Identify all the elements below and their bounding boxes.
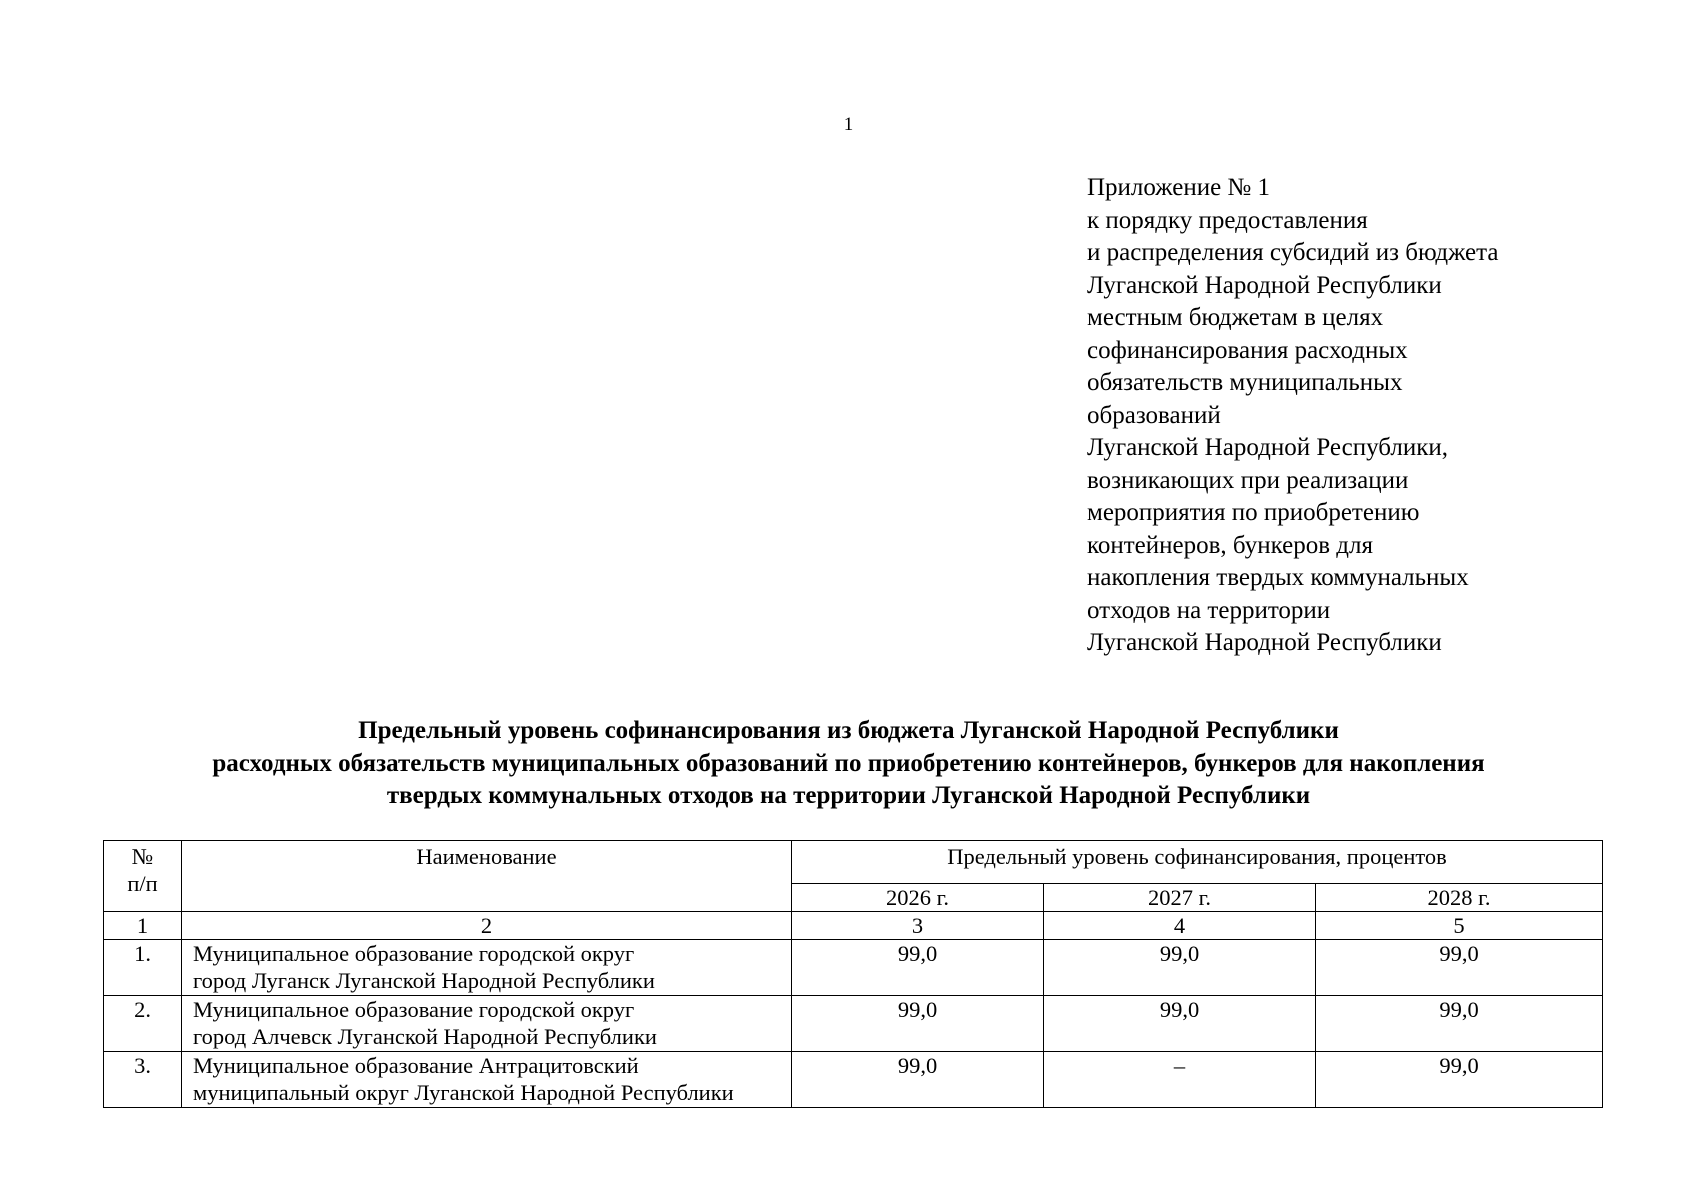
- header-num: [104, 841, 182, 912]
- row-name-line: город Алчевск Луганской Народной Республики: [193, 1024, 657, 1049]
- title-line: расходных обязательств муниципальных образований по приобретению контейнеров, бункеров для накопления: [212, 749, 1485, 777]
- row-name-line: Муниципальное образование городской округ: [193, 997, 635, 1022]
- appendix-line: и распределения субсидий из бюджета: [1087, 239, 1499, 266]
- appendix-line: отходов на территории: [1087, 596, 1331, 624]
- column-number: 3: [792, 912, 1044, 940]
- column-number: 5: [1316, 912, 1603, 940]
- row-name-line: муниципальный округ Луганской Народной Республики: [193, 1080, 734, 1105]
- row-num: 2.: [104, 996, 182, 1052]
- table-row: [104, 940, 1603, 996]
- page-number: 1: [843, 114, 854, 135]
- title-line: Предельный уровень софинансирования из бюджета Луганской Народной Республики: [358, 717, 1339, 744]
- appendix-line: образований: [1087, 401, 1221, 429]
- column-number: 4: [1044, 912, 1316, 940]
- row-num: 3.: [104, 1052, 182, 1108]
- table-header-row: [104, 841, 1603, 884]
- row-name: [182, 996, 792, 1052]
- appendix-line: накопления твердых коммунальных: [1087, 564, 1469, 591]
- appendix-line: к порядку предоставления: [1087, 206, 1368, 234]
- appendix-line: местным бюджетам в целях: [1087, 304, 1384, 331]
- appendix-line: Луганской Народной Республики: [1087, 629, 1442, 656]
- appendix-line: обязательств муниципальных: [1087, 369, 1403, 396]
- appendix-line: Луганской Народной Республики,: [1087, 434, 1448, 461]
- column-number: 1: [104, 912, 182, 940]
- header-name: Наименование: [182, 841, 792, 912]
- column-numbers-row: [104, 912, 1603, 940]
- table-row: [104, 996, 1603, 1052]
- header-year-2028: 2028 г.: [1316, 884, 1603, 912]
- row-value-2026: 99,0: [792, 996, 1044, 1052]
- appendix-line: Приложение № 1: [1087, 174, 1271, 201]
- appendix-line: возникающих при реализации: [1087, 466, 1409, 494]
- row-value-2027: 99,0: [1044, 940, 1316, 996]
- header-year-2026: 2026 г.: [792, 884, 1044, 912]
- row-name-line: город Луганск Луганской Народной Республики: [193, 968, 655, 993]
- row-value-2027: 99,0: [1044, 996, 1316, 1052]
- appendix-block: [1087, 172, 1498, 660]
- row-name-line: Муниципальное образование городской округ: [193, 941, 635, 966]
- appendix-line: Луганской Народной Республики: [1087, 271, 1442, 299]
- appendix-line: мероприятия по приобретению: [1087, 499, 1420, 526]
- row-name-line: Муниципальное образование Антрацитовский: [193, 1053, 639, 1078]
- row-value-2028: 99,0: [1316, 940, 1603, 996]
- row-num: 1.: [104, 940, 182, 996]
- header-num-text: № п/п: [127, 844, 158, 896]
- row-value-2027: –: [1044, 1052, 1316, 1108]
- title-line: твердых коммунальных отходов на территории Луганской Народной Республики: [386, 782, 1311, 809]
- row-value-2028: 99,0: [1316, 996, 1603, 1052]
- table-row: [104, 1052, 1603, 1108]
- header-level: Предельный уровень софинансирования, процентов: [792, 841, 1603, 884]
- row-name: [182, 1052, 792, 1108]
- row-value-2026: 99,0: [792, 1052, 1044, 1108]
- row-value-2026: 99,0: [792, 940, 1044, 996]
- row-name: [182, 940, 792, 996]
- column-number: 2: [182, 912, 792, 940]
- appendix-line: софинансирования расходных: [1087, 336, 1408, 364]
- header-year-2027: 2027 г.: [1044, 884, 1316, 912]
- row-value-2028: 99,0: [1316, 1052, 1603, 1108]
- document-title: [0, 715, 1697, 813]
- appendix-line: контейнеров, бункеров для: [1087, 531, 1373, 559]
- cofinancing-table: [103, 840, 1603, 1108]
